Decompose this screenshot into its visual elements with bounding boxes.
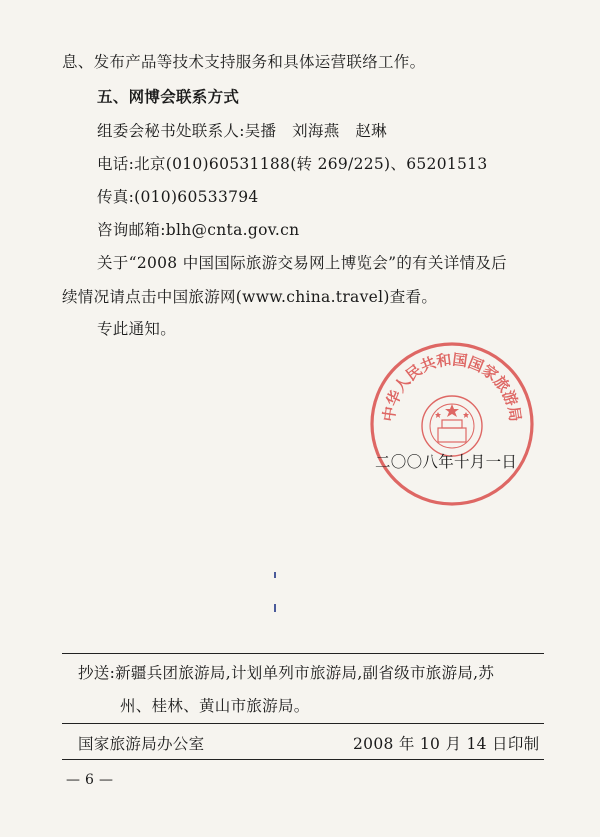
footer-divider-middle bbox=[62, 723, 544, 724]
footer-divider-top bbox=[62, 653, 544, 654]
cc-label: 抄送: bbox=[78, 664, 116, 682]
details-text-line-1: 关于“2008 中国国际旅游交易网上博览会”的有关详情及后 bbox=[97, 254, 507, 272]
scan-mark bbox=[274, 604, 276, 612]
section-heading: 五、网博会联系方式 bbox=[97, 88, 240, 106]
print-date: 2008 年 10 月 14 日印制 bbox=[353, 735, 540, 753]
footer-divider-bottom bbox=[62, 759, 544, 760]
scan-mark bbox=[274, 572, 276, 578]
details-text-line-2: 续情况请点击中国旅游网(www.china.travel)查看。 bbox=[62, 288, 438, 306]
body-text-line: 息、发布产品等技术支持服务和具体运营联络工作。 bbox=[62, 53, 426, 71]
closing-text: 专此通知。 bbox=[97, 320, 177, 338]
contact-fax: 传真:(010)60533794 bbox=[97, 188, 259, 206]
signature-date: 二〇〇八年十月一日 bbox=[375, 453, 518, 471]
contact-persons: 组委会秘书处联系人:吴播 刘海燕 赵琳 bbox=[97, 122, 387, 140]
issuing-office: 国家旅游局办公室 bbox=[78, 735, 205, 753]
cc-recipients-1: 新疆兵团旅游局,计划单列市旅游局,副省级市旅游局,苏 bbox=[115, 664, 495, 682]
cc-line-1 bbox=[78, 661, 494, 683]
seal-text: 中华人民共和国国家旅游局 bbox=[379, 350, 525, 423]
contact-email: 咨询邮箱:blh@cnta.gov.cn bbox=[97, 221, 300, 239]
official-seal-icon bbox=[368, 340, 536, 508]
contact-phone: 电话:北京(010)60531188(转 269/225)、65201513 bbox=[97, 155, 488, 173]
cc-recipients-2: 州、桂林、黄山市旅游局。 bbox=[120, 697, 310, 715]
page-number: — 6 — bbox=[66, 772, 114, 788]
